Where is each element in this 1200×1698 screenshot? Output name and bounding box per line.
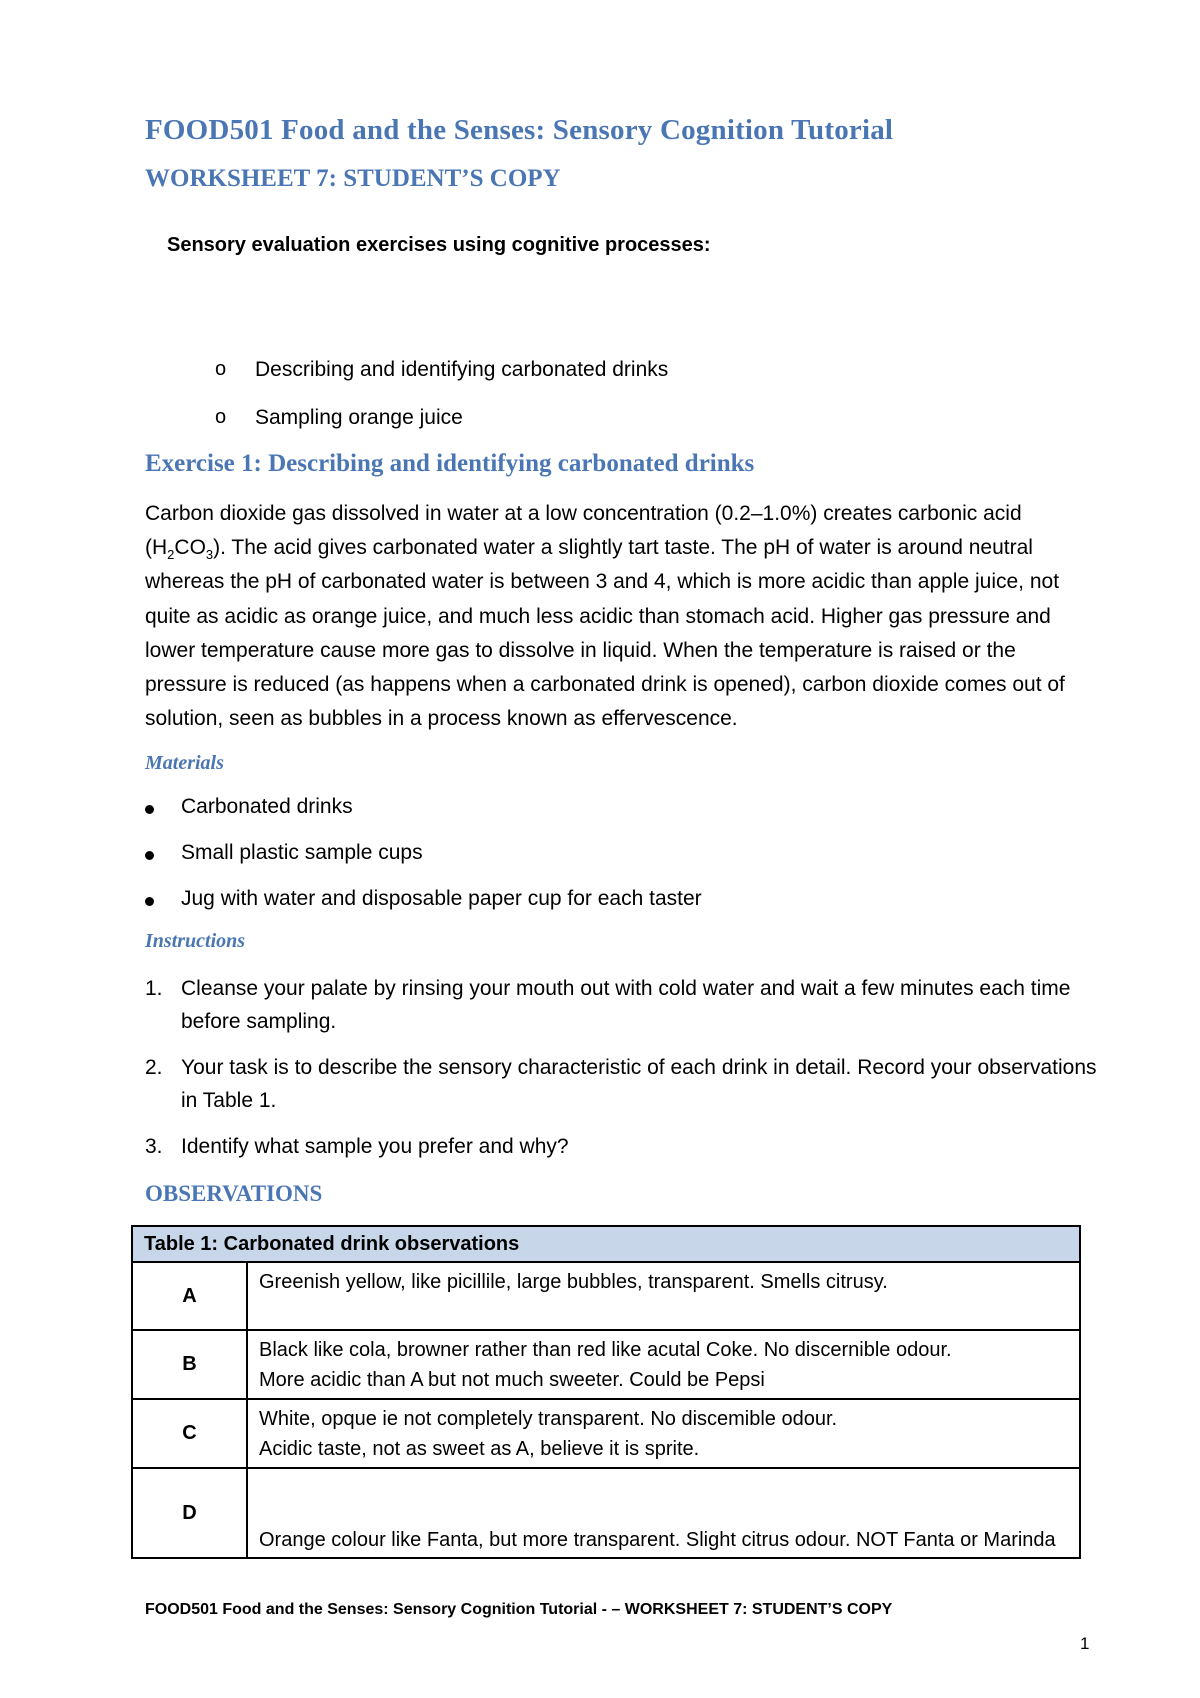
sample-observation [247,1399,1080,1468]
sample-label: A [132,1262,247,1330]
bullet-icon [145,897,154,906]
observation-line: More acidic than A but not much sweeter. Could be Pepsi [259,1369,765,1391]
materials-heading: Materials [145,752,224,774]
exercise-1-paragraph [145,497,1095,736]
intro-list-item-text: Describing and identifying carbonated drinks [255,358,669,381]
instruction-number: 3. [145,1135,163,1158]
exercise-1-heading: Exercise 1: Describing and identifying carbonated drinks [145,450,755,477]
subscript: 2 [167,547,175,563]
page-number: 1 [1080,1634,1090,1653]
instructions-heading: Instructions [145,930,246,952]
table-row [132,1262,1080,1330]
subscript: 3 [205,547,214,563]
observations-heading: OBSERVATIONS [145,1181,323,1206]
instruction-number: 2. [145,1056,163,1079]
table-title: Table 1: Carbonated drink observations [132,1226,1080,1262]
sample-observation [247,1262,1080,1330]
circle-bullet-icon: o [215,406,227,428]
document-title: FOOD501 Food and the Senses: Sensory Cognition Tutorial [145,114,894,146]
paragraph-text: ). The acid gives carbonated water a slightly tart taste. The pH of water is around neutral whereas the pH of carbonated water is between 3 and 4, which is more acidic than apple juice, not quite as acidic as orange juice, and much less acidic than stomach acid. Higher gas pressure and lower temperature cause more gas to dissolve in liquid. When the temperature is raised or the pressure is reduced (as happens when a carbonated drink is opened), carbon dioxide comes out of solution, seen as bubbles in a process known as effervescence. [145,536,1065,731]
observation-line: Greenish yellow, like picillile, large bubbles, transparent. Smells citrusy. [259,1271,888,1293]
bullet-icon [145,851,154,860]
bullet-icon [145,805,154,814]
intro-list-item-text: Sampling orange juice [255,406,463,429]
sample-observation [247,1468,1080,1558]
table-row [132,1468,1080,1558]
observation-line: White, opque ie not completely transparent. No discemible odour. [259,1408,838,1430]
page-footer: FOOD501 Food and the Senses: Sensory Cognition Tutorial - – WORKSHEET 7: STUDENT’S COPY [145,1601,893,1618]
observation-line: Acidic taste, not as sweet as A, believe it is sprite. [259,1438,700,1460]
observations-table [131,1225,1081,1559]
table-header-row [132,1226,1080,1262]
observation-line: Black like cola, browner rather than red like acutal Coke. No discernible odour. [259,1339,952,1361]
sample-label: C [132,1399,247,1468]
instruction-text: Your task is to describe the sensory characteristic of each drink in detail. Record your observations in Table 1. [181,1056,1097,1112]
circle-bullet-icon: o [215,358,227,380]
table-row [132,1330,1080,1399]
paragraph-text: CO [174,536,206,560]
document-subtitle: WORKSHEET 7: STUDENT’S COPY [145,165,561,192]
sample-label: D [132,1468,247,1558]
materials-item-text: Small plastic sample cups [181,841,423,864]
observation-line: Orange colour like Fanta, but more transparent. Slight citrus odour. NOT Fanta or Marinda [259,1529,1056,1551]
paragraph-text: Carbon dioxide gas dissolved in water at a low concentration (0.2–1.0%) creates carbonic acid (H [145,502,1022,560]
intro-lead: Sensory evaluation exercises using cognitive processes: [167,234,711,256]
sample-label: B [132,1330,247,1399]
materials-item-text: Carbonated drinks [181,795,353,818]
table-row [132,1399,1080,1468]
instruction-text: Identify what sample you prefer and why? [181,1135,569,1158]
instruction-text: Cleanse your palate by rinsing your mouth out with cold water and wait a few minutes each time before sampling. [181,977,1071,1033]
materials-item-text: Jug with water and disposable paper cup for each taster [181,887,702,910]
instruction-number: 1. [145,977,163,1000]
sample-observation [247,1330,1080,1399]
